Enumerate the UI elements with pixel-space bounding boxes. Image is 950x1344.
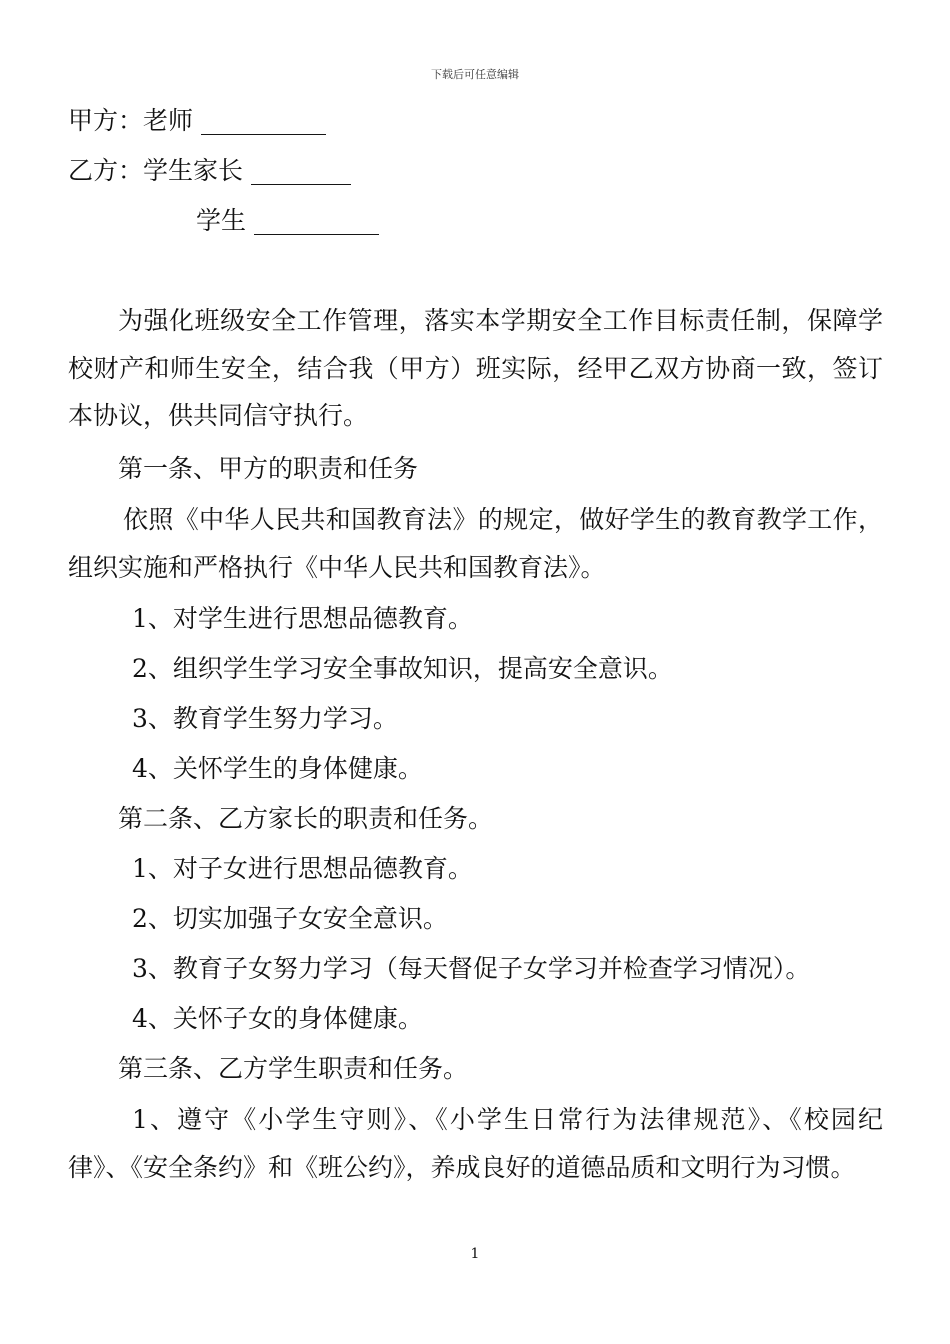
- page-header: 下载后可任意编辑: [431, 68, 519, 81]
- article1-item-1: 1、对学生进行思想品德教育。: [132, 604, 473, 633]
- article2-item-2: 2、切实加强子女安全意识。: [132, 904, 448, 933]
- article1-item-4: 4、关怀学生的身体健康。: [132, 754, 423, 783]
- party-a-line: 甲方：老师 __________: [68, 106, 326, 135]
- intro-paragraph: 为强化班级安全工作管理，落实本学期安全工作目标责任制，保障学校财产和师生安全，结合我（甲方）班实际，经甲乙双方协商一致，签订本协议，供共同信守执行。: [68, 306, 883, 430]
- page-number: 1: [470, 1246, 480, 1262]
- article2-item-1: 1、对子女进行思想品德教育。: [132, 854, 473, 883]
- article2-item-3: 3、教育子女努力学习（每天督促子女学习并检查学习情况）。: [132, 954, 811, 983]
- article1-body: 依照《中华人民共和国教育法》的规定，做好学生的教育教学工作，组织实施和严格执行《中华人民共和国教育法》。: [68, 505, 883, 582]
- article2-item-4: 4、关怀子女的身体健康。: [132, 1004, 423, 1033]
- party-b-parent-line: 乙方：学生家长 ________: [68, 156, 351, 185]
- article1-title: 第一条、甲方的职责和任务: [118, 454, 419, 483]
- article1-item-3: 3、教育学生努力学习。: [132, 704, 398, 733]
- article1-item-2: 2、组织学生学习安全事故知识，提高安全意识。: [132, 654, 673, 683]
- article3-title: 第三条、乙方学生职责和任务。: [118, 1054, 469, 1083]
- article2-title: 第二条、乙方家长的职责和任务。: [118, 804, 494, 833]
- party-b-student-line: 学生 __________: [196, 206, 379, 235]
- article3-item-1: 1、遵守《小学生守则》、《小学生日常行为法律规范》、《校园纪律》、《安全条约》和《班公约》，养成良好的道德品质和文明行为习惯。: [68, 1105, 883, 1182]
